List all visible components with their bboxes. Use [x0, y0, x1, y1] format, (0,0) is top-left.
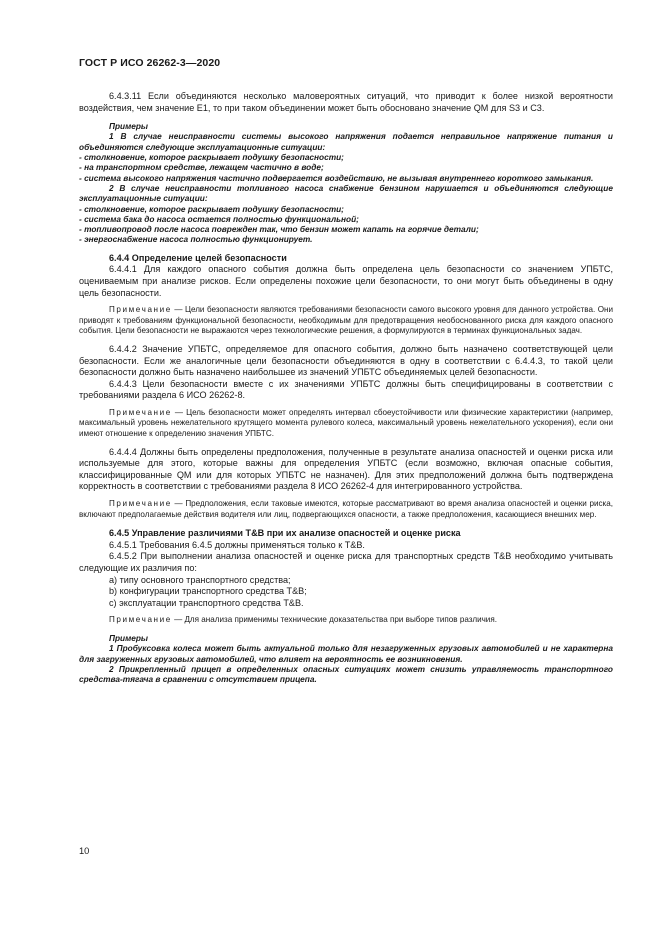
paragraph: 6.4.3.11 Если объединяются несколько маловероятных ситуаций, что приводит к более низкой вероятности воздействия, чем значение E1, то при таком объединении может быть обосновано значение QM для S3 и C3.	[79, 91, 613, 113]
note-label: Примечание	[109, 407, 172, 417]
note-text: — Цели безопасности являются требованиями безопасности самого высокого уровня для данного устройства. Они приводят к требованиям функциональной безопасности, необходимым для предотвращения необоснованного риска для каждого опасного события. Цели безопасности не выражаются через технологические решения, а формулируются в терминах функциональных задач.	[79, 305, 613, 336]
paragraph: 6.4.4.1 Для каждого опасного события должна быть определена цель безопасности со значением УПБТС, оцениваемым при анализе рисков. Если определены похожие цели безопасности, то они могут быть объединены в одну цель безопасности.	[79, 264, 613, 298]
note-text: — Цель безопасности может определять интервал сбоеустойчивости или физические характеристики (например, максимальный уровень нежелательного крутящего момента рулевого колеса, максимальный уровень нежелательного ускорения), если они имеют отношение к определению значения УПБТС.	[79, 407, 613, 439]
note-paragraph	[79, 305, 613, 337]
note-paragraph	[79, 408, 613, 440]
note-label: Примечание	[109, 305, 172, 315]
example-item: 2 В случае неисправности топливного насоса снабжение бензином нарушается и объединяются следующие эксплуатационные ситуации:	[79, 182, 613, 204]
paragraph: 6.4.5.1 Требования 6.4.5 должны применяться только к T&B.	[109, 539, 365, 550]
document-body	[79, 91, 613, 684]
paragraph: 6.4.4.3 Цели безопасности вместе с их значениями УПБТС должны быть специфицированы в соответствии с требованиями раздела 6 ИСО 26262-8.	[79, 378, 613, 401]
examples-heading: Примеры	[109, 121, 149, 132]
paragraph: 6.4.5.2 При выполнении анализа опасностей и оценке риска для транспортных средств T&B необходимо учитывать следующие их различия по:	[79, 551, 613, 573]
list-item: a) типу основного транспортного средства;	[109, 574, 291, 585]
note-paragraph	[79, 615, 613, 626]
section-heading: 6.4.4 Определение целей безопасности	[109, 252, 287, 263]
example-item: 2 Прикрепленный прицеп в определенных опасных ситуациях может снизить управляемость транспортного средства-тягача в сравнении с отсутствием прицепа.	[79, 663, 613, 685]
example-bullet: - система высокого напряжения частично подвергается воздействию, не вызывая внутреннего короткого замыкания.	[79, 172, 594, 183]
document-header: ГОСТ Р ИСО 26262-3—2020	[79, 57, 221, 69]
note-label: Примечание	[109, 615, 172, 625]
example-bullet: - столкновение, которое раскрывает подушку безопасности;	[79, 152, 344, 163]
example-bullet: - столкновение, которое раскрывает подушку безопасности;	[79, 203, 344, 214]
examples-heading: Примеры	[109, 632, 149, 643]
example-bullet: - на транспортном средстве, лежащем частично в воде;	[79, 162, 324, 173]
example-item: 1 В случае неисправности системы высокого напряжения подается неправильное напряжение питания и объединяются следующие эксплуатационные ситуации:	[79, 131, 613, 152]
section-heading: 6.4.5 Управление различиями T&B при их анализе опасностей и оценке риска	[109, 528, 461, 539]
note-text: — Предположения, если таковые имеются, которые рассматривают во время анализа опасностей и оценки риска, включают предполагаемые действия водителя или лиц, подвергающихся опасности, а также предположения, касающиеся внешних мер.	[79, 499, 613, 519]
example-bullet: - система бака до насоса остается полностью функциональной;	[79, 213, 359, 224]
example-bullet: - энергоснабжение насоса полностью функционирует.	[79, 234, 313, 245]
paragraph: 6.4.4.4 Должны быть определены предположения, полученные в результате анализа опасностей и оценки риска или используемые для этого, которые важны для определения УПБТС (если возможно, включая опасные события, классифицированные QM или для которых УПБТС не назначен). Для этих предположений должна быть подтверждена корректность в соответствии с требованиями раздела 8 ИСО 26262-4 для интегрированного устройства.	[79, 446, 613, 492]
paragraph: 6.4.4.2 Значение УПБТС, определяемое для опасного события, должно быть назначено соответствующей цели безопасности. Если же аналогичные цели безопасности объединяются в одну в соответствии с 6.4.4.3, то такой цели безопасности должно быть назначено наибольшее из значений УПБТС объединяемых целей безопасности.	[79, 343, 613, 378]
note-text: — Для анализа применимы технические доказательства при выборе типов различия.	[171, 615, 497, 625]
list-item: b) конфигурации транспортного средства T&B;	[109, 586, 307, 597]
note-label: Примечание	[109, 499, 172, 509]
example-bullet: - топливопровод после насоса поврежден так, что бензин может капать на горячие детали;	[79, 224, 479, 235]
example-item: 1 Пробуксовка колеса может быть актуальной только для незагруженных грузовых автомобилей и не характерна для загруженных грузовых автомобилей, что влияет на вероятность ее возникновения.	[79, 643, 613, 664]
page-number: 10	[79, 846, 90, 856]
list-item: c) эксплуатации транспортного средства T&B.	[109, 597, 304, 608]
note-paragraph	[79, 499, 613, 520]
